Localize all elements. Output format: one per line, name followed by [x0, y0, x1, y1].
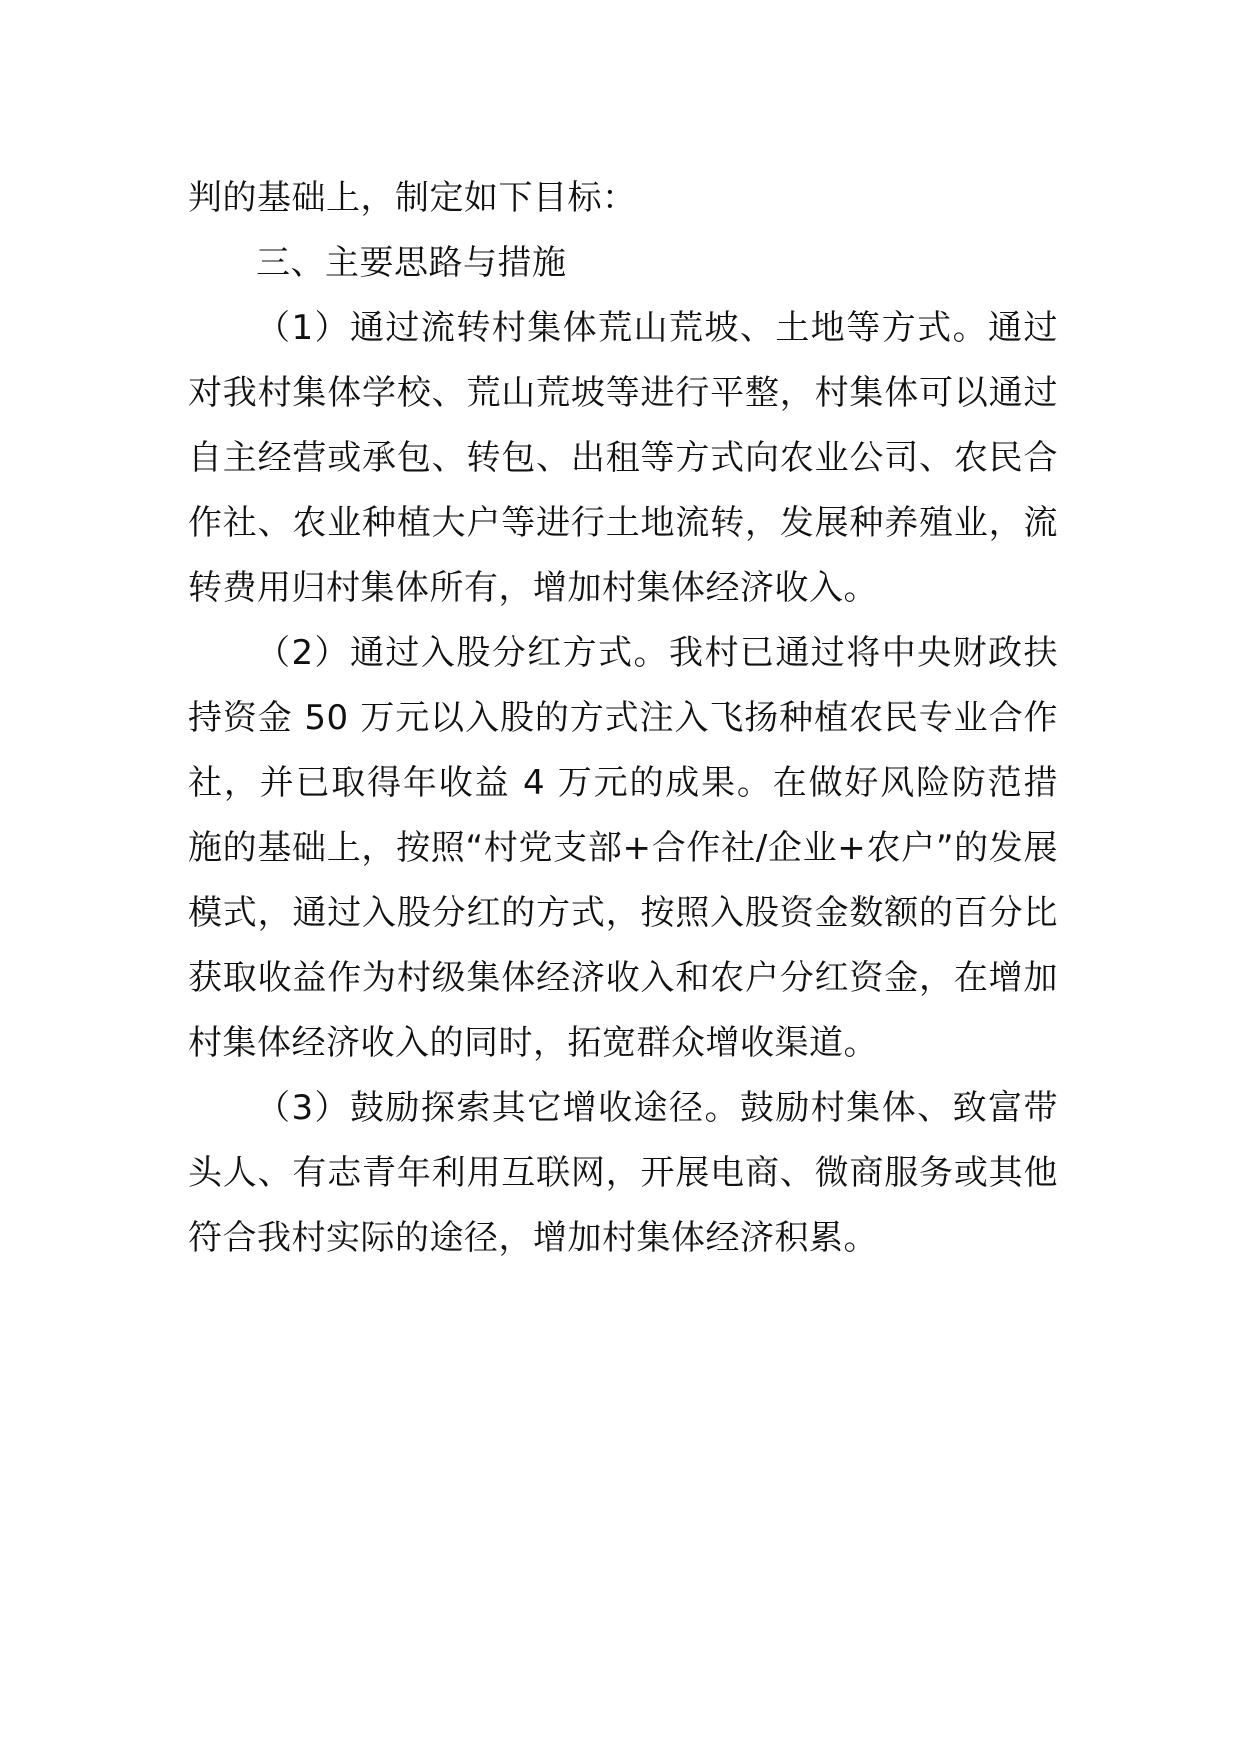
document-body: [188, 166, 1058, 1271]
paragraph-2-text: （2）通过入股分红方式。我村已通过将中央财政扶持资金 50 万元以入股的方式注入飞扬种植农民专业合作社，并已取得年收益 4 万元的成果。在做好风险防范措施的基础上，按照“村党支部+合作社/企业+农户”的发展模式，通过入股分红的方式，按照入股资金数额的百分比获取收益作为村级集体经济收入和农户分红资金，在增加村集体经济收入的同时，拓宽群众增收渠道。: [188, 633, 1058, 1063]
continued-line-text: 判的基础上，制定如下目标：: [188, 178, 637, 218]
paragraph-1-text: （1）通过流转村集体荒山荒坡、土地等方式。通过对我村集体学校、荒山荒坡等进行平整，村集体可以通过自主经营或承包、转包、出租等方式向农业公司、农民合作社、农业种植大户等进行土地流转，发展种养殖业，流转费用归村集体所有，增加村集体经济收入。: [188, 308, 1058, 608]
paragraph-2: [188, 621, 1058, 1076]
continued-line: [188, 166, 1058, 231]
paragraph-1: [188, 296, 1058, 621]
paragraph-3: [188, 1076, 1058, 1271]
paragraph-3-text: （3）鼓励探索其它增收途径。鼓励村集体、致富带头人、有志青年利用互联网，开展电商、微商服务或其他符合我村实际的途径，增加村集体经济积累。: [188, 1088, 1058, 1258]
section-heading-text: 三、主要思路与措施: [256, 243, 567, 283]
section-heading: [188, 231, 1058, 296]
